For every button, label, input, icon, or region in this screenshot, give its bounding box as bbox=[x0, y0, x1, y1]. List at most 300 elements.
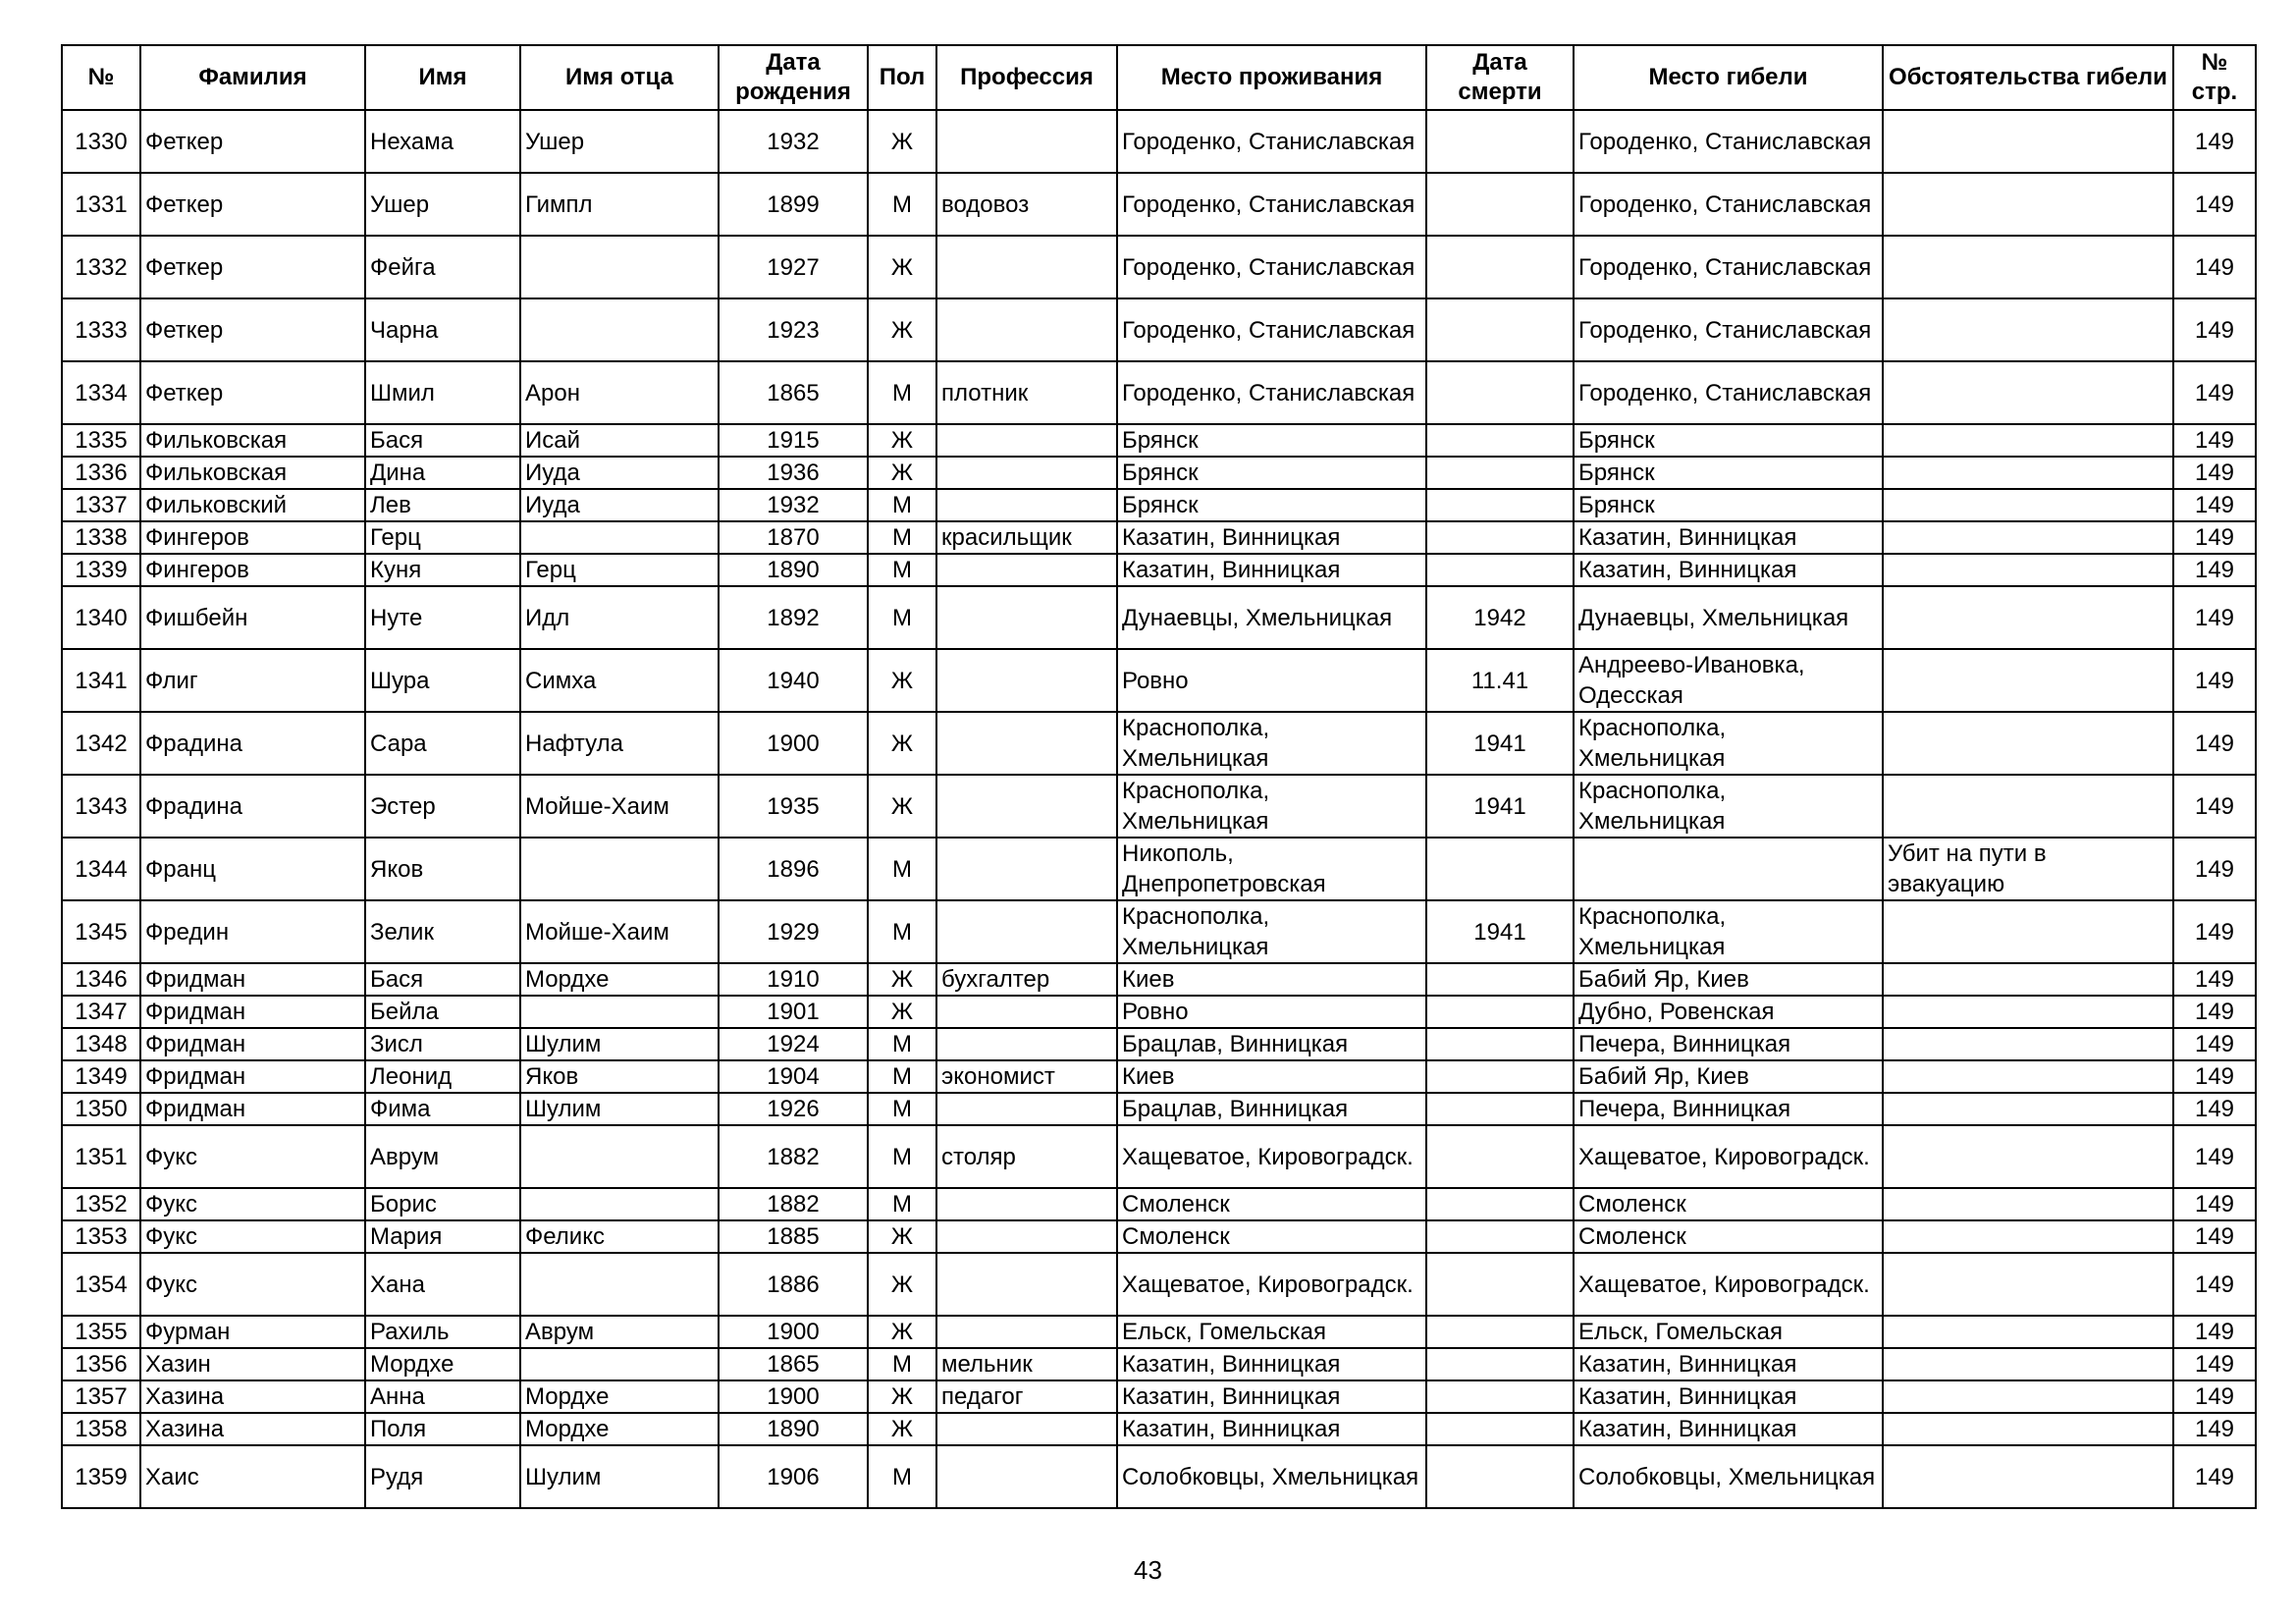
cell-page: 149 bbox=[2173, 457, 2256, 489]
cell-surname: Фурман bbox=[140, 1316, 365, 1348]
cell-father: Нафтула bbox=[520, 712, 719, 775]
cell-surname: Франц bbox=[140, 838, 365, 900]
cell-death-date: 1941 bbox=[1426, 775, 1574, 838]
cell-surname: Хаис bbox=[140, 1445, 365, 1508]
cell-name: Хана bbox=[365, 1253, 520, 1316]
cell-birth: 1936 bbox=[719, 457, 868, 489]
cell-father: Исай bbox=[520, 424, 719, 457]
cell-death-place: Краснополка, Хмельницкая bbox=[1574, 712, 1883, 775]
cell-birth: 1901 bbox=[719, 996, 868, 1028]
cell-sex: М bbox=[868, 1125, 936, 1188]
cell-sex: М bbox=[868, 361, 936, 424]
cell-surname: Фридман bbox=[140, 1060, 365, 1093]
cell-surname: Фильковская bbox=[140, 424, 365, 457]
cell-sex: Ж bbox=[868, 963, 936, 996]
cell-surname: Феткер bbox=[140, 298, 365, 361]
cell-circumstances bbox=[1883, 649, 2173, 712]
cell-residence: Хащеватое, Кировоградск. bbox=[1117, 1253, 1426, 1316]
cell-profession bbox=[936, 110, 1117, 173]
cell-surname: Фукс bbox=[140, 1253, 365, 1316]
cell-father: Арон bbox=[520, 361, 719, 424]
cell-page: 149 bbox=[2173, 1348, 2256, 1380]
cell-death-place: Бабий Яр, Киев bbox=[1574, 1060, 1883, 1093]
cell-birth: 1915 bbox=[719, 424, 868, 457]
header-name: Имя bbox=[365, 45, 520, 110]
cell-num: 1357 bbox=[62, 1380, 140, 1413]
cell-death-place: Городенко, Станиславская bbox=[1574, 110, 1883, 173]
cell-death-place: Дунаевцы, Хмельницкая bbox=[1574, 586, 1883, 649]
cell-father: Мордхе bbox=[520, 963, 719, 996]
cell-father bbox=[520, 1125, 719, 1188]
table-row bbox=[62, 1445, 2256, 1508]
table-row bbox=[62, 1060, 2256, 1093]
cell-profession bbox=[936, 996, 1117, 1028]
cell-num: 1359 bbox=[62, 1445, 140, 1508]
table-row bbox=[62, 1188, 2256, 1220]
cell-circumstances bbox=[1883, 554, 2173, 586]
cell-surname: Фингеров bbox=[140, 521, 365, 554]
cell-death-place: Брянск bbox=[1574, 424, 1883, 457]
header-father: Имя отца bbox=[520, 45, 719, 110]
cell-surname: Феткер bbox=[140, 173, 365, 236]
cell-residence: Казатин, Винницкая bbox=[1117, 1348, 1426, 1380]
table-row bbox=[62, 1028, 2256, 1060]
cell-circumstances bbox=[1883, 424, 2173, 457]
cell-num: 1331 bbox=[62, 173, 140, 236]
cell-death-date bbox=[1426, 1220, 1574, 1253]
cell-birth: 1896 bbox=[719, 838, 868, 900]
cell-death-date bbox=[1426, 110, 1574, 173]
cell-num: 1350 bbox=[62, 1093, 140, 1125]
cell-profession bbox=[936, 1413, 1117, 1445]
cell-father bbox=[520, 1253, 719, 1316]
cell-num: 1353 bbox=[62, 1220, 140, 1253]
cell-num: 1342 bbox=[62, 712, 140, 775]
table-row bbox=[62, 586, 2256, 649]
table-row bbox=[62, 457, 2256, 489]
page-number: 43 bbox=[1134, 1555, 1162, 1585]
table-row bbox=[62, 1220, 2256, 1253]
cell-page: 149 bbox=[2173, 1093, 2256, 1125]
cell-profession bbox=[936, 554, 1117, 586]
cell-profession: бухгалтер bbox=[936, 963, 1117, 996]
cell-num: 1340 bbox=[62, 586, 140, 649]
cell-page: 149 bbox=[2173, 649, 2256, 712]
cell-death-place: Краснополка, Хмельницкая bbox=[1574, 775, 1883, 838]
cell-sex: М bbox=[868, 173, 936, 236]
cell-sex: Ж bbox=[868, 712, 936, 775]
cell-page: 149 bbox=[2173, 586, 2256, 649]
cell-birth: 1900 bbox=[719, 1380, 868, 1413]
cell-page: 149 bbox=[2173, 1028, 2256, 1060]
cell-page: 149 bbox=[2173, 236, 2256, 298]
cell-birth: 1886 bbox=[719, 1253, 868, 1316]
cell-page: 149 bbox=[2173, 361, 2256, 424]
cell-num: 1349 bbox=[62, 1060, 140, 1093]
cell-death-place: Краснополка, Хмельницкая bbox=[1574, 900, 1883, 963]
cell-name: Анна bbox=[365, 1380, 520, 1413]
cell-father: Шулим bbox=[520, 1028, 719, 1060]
cell-residence: Краснополка, Хмельницкая bbox=[1117, 712, 1426, 775]
cell-death-place: Хащеватое, Кировоградск. bbox=[1574, 1125, 1883, 1188]
cell-birth: 1929 bbox=[719, 900, 868, 963]
cell-name: Аврум bbox=[365, 1125, 520, 1188]
cell-death-place: Дубно, Ровенская bbox=[1574, 996, 1883, 1028]
cell-surname: Фридман bbox=[140, 996, 365, 1028]
cell-name: Бася bbox=[365, 963, 520, 996]
cell-sex: Ж bbox=[868, 236, 936, 298]
cell-surname: Флиг bbox=[140, 649, 365, 712]
cell-birth: 1904 bbox=[719, 1060, 868, 1093]
cell-name: Дина bbox=[365, 457, 520, 489]
cell-residence: Солобковцы, Хмельницкая bbox=[1117, 1445, 1426, 1508]
cell-death-place: Смоленск bbox=[1574, 1220, 1883, 1253]
cell-name: Сара bbox=[365, 712, 520, 775]
cell-father: Шулим bbox=[520, 1445, 719, 1508]
cell-death-date bbox=[1426, 963, 1574, 996]
cell-residence: Ровно bbox=[1117, 649, 1426, 712]
cell-profession bbox=[936, 649, 1117, 712]
cell-sex: М bbox=[868, 554, 936, 586]
table-row bbox=[62, 1348, 2256, 1380]
cell-num: 1344 bbox=[62, 838, 140, 900]
cell-surname: Фингеров bbox=[140, 554, 365, 586]
cell-death-place: Смоленск bbox=[1574, 1188, 1883, 1220]
cell-name: Борис bbox=[365, 1188, 520, 1220]
cell-father bbox=[520, 996, 719, 1028]
cell-surname: Хазина bbox=[140, 1413, 365, 1445]
cell-residence: Краснополка, Хмельницкая bbox=[1117, 900, 1426, 963]
cell-num: 1338 bbox=[62, 521, 140, 554]
cell-death-place: Брянск bbox=[1574, 489, 1883, 521]
cell-sex: М bbox=[868, 1348, 936, 1380]
cell-page: 149 bbox=[2173, 963, 2256, 996]
table-row bbox=[62, 173, 2256, 236]
cell-num: 1335 bbox=[62, 424, 140, 457]
cell-num: 1330 bbox=[62, 110, 140, 173]
cell-death-date bbox=[1426, 996, 1574, 1028]
cell-profession bbox=[936, 1188, 1117, 1220]
cell-page: 149 bbox=[2173, 996, 2256, 1028]
cell-sex: Ж bbox=[868, 775, 936, 838]
cell-page: 149 bbox=[2173, 110, 2256, 173]
cell-birth: 1940 bbox=[719, 649, 868, 712]
cell-father: Аврум bbox=[520, 1316, 719, 1348]
table-row bbox=[62, 1413, 2256, 1445]
cell-name: Рудя bbox=[365, 1445, 520, 1508]
cell-name: Бейла bbox=[365, 996, 520, 1028]
cell-residence: Брянск bbox=[1117, 424, 1426, 457]
cell-birth: 1865 bbox=[719, 361, 868, 424]
cell-father: Герц bbox=[520, 554, 719, 586]
cell-num: 1356 bbox=[62, 1348, 140, 1380]
cell-page: 149 bbox=[2173, 173, 2256, 236]
cell-num: 1351 bbox=[62, 1125, 140, 1188]
cell-death-place: Казатин, Винницкая bbox=[1574, 1348, 1883, 1380]
cell-page: 149 bbox=[2173, 1316, 2256, 1348]
cell-name: Бася bbox=[365, 424, 520, 457]
cell-circumstances bbox=[1883, 712, 2173, 775]
cell-sex: Ж bbox=[868, 424, 936, 457]
cell-surname: Фредин bbox=[140, 900, 365, 963]
table-row bbox=[62, 1380, 2256, 1413]
cell-page: 149 bbox=[2173, 900, 2256, 963]
cell-surname: Фукс bbox=[140, 1125, 365, 1188]
cell-name: Нуте bbox=[365, 586, 520, 649]
header-sex: Пол bbox=[868, 45, 936, 110]
cell-sex: Ж bbox=[868, 649, 936, 712]
cell-profession bbox=[936, 457, 1117, 489]
cell-death-place: Бабий Яр, Киев bbox=[1574, 963, 1883, 996]
cell-residence: Городенко, Станиславская bbox=[1117, 110, 1426, 173]
cell-death-place: Городенко, Станиславская bbox=[1574, 298, 1883, 361]
cell-birth: 1890 bbox=[719, 554, 868, 586]
cell-residence: Городенко, Станиславская bbox=[1117, 298, 1426, 361]
cell-profession bbox=[936, 424, 1117, 457]
cell-page: 149 bbox=[2173, 298, 2256, 361]
cell-num: 1352 bbox=[62, 1188, 140, 1220]
cell-sex: М bbox=[868, 900, 936, 963]
cell-father: Ушер bbox=[520, 110, 719, 173]
table-row bbox=[62, 1093, 2256, 1125]
cell-circumstances bbox=[1883, 1445, 2173, 1508]
cell-birth: 1900 bbox=[719, 1316, 868, 1348]
cell-page: 149 bbox=[2173, 838, 2256, 900]
header-birth: Дата рождения bbox=[719, 45, 868, 110]
cell-residence: Киев bbox=[1117, 963, 1426, 996]
table-body bbox=[62, 110, 2256, 1508]
cell-surname: Фрадина bbox=[140, 775, 365, 838]
cell-sex: Ж bbox=[868, 1380, 936, 1413]
cell-death-date bbox=[1426, 1093, 1574, 1125]
cell-father: Симха bbox=[520, 649, 719, 712]
cell-residence: Смоленск bbox=[1117, 1188, 1426, 1220]
cell-page: 149 bbox=[2173, 1413, 2256, 1445]
cell-circumstances bbox=[1883, 361, 2173, 424]
cell-page: 149 bbox=[2173, 489, 2256, 521]
cell-surname: Феткер bbox=[140, 110, 365, 173]
cell-sex: Ж bbox=[868, 1316, 936, 1348]
cell-circumstances bbox=[1883, 1253, 2173, 1316]
cell-death-date bbox=[1426, 1060, 1574, 1093]
cell-residence: Казатин, Винницкая bbox=[1117, 1380, 1426, 1413]
cell-circumstances bbox=[1883, 1125, 2173, 1188]
cell-surname: Фридман bbox=[140, 1093, 365, 1125]
cell-residence: Смоленск bbox=[1117, 1220, 1426, 1253]
cell-surname: Хазина bbox=[140, 1380, 365, 1413]
cell-name: Леонид bbox=[365, 1060, 520, 1093]
cell-page: 149 bbox=[2173, 1060, 2256, 1093]
cell-circumstances bbox=[1883, 489, 2173, 521]
cell-death-place: Городенко, Станиславская bbox=[1574, 361, 1883, 424]
cell-sex: Ж bbox=[868, 1413, 936, 1445]
cell-profession bbox=[936, 489, 1117, 521]
cell-surname: Фильковский bbox=[140, 489, 365, 521]
cell-circumstances bbox=[1883, 900, 2173, 963]
cell-residence: Хащеватое, Кировоградск. bbox=[1117, 1125, 1426, 1188]
cell-death-place: Городенко, Станиславская bbox=[1574, 236, 1883, 298]
cell-father: Мордхе bbox=[520, 1413, 719, 1445]
cell-father: Шулим bbox=[520, 1093, 719, 1125]
cell-num: 1332 bbox=[62, 236, 140, 298]
cell-circumstances bbox=[1883, 298, 2173, 361]
cell-circumstances bbox=[1883, 110, 2173, 173]
cell-num: 1347 bbox=[62, 996, 140, 1028]
cell-death-date bbox=[1426, 521, 1574, 554]
cell-profession bbox=[936, 586, 1117, 649]
cell-num: 1346 bbox=[62, 963, 140, 996]
cell-birth: 1906 bbox=[719, 1445, 868, 1508]
cell-profession: экономист bbox=[936, 1060, 1117, 1093]
cell-profession bbox=[936, 712, 1117, 775]
cell-circumstances bbox=[1883, 1348, 2173, 1380]
cell-death-date bbox=[1426, 236, 1574, 298]
table-row bbox=[62, 489, 2256, 521]
header-death-date: Дата смерти bbox=[1426, 45, 1574, 110]
cell-residence: Городенко, Станиславская bbox=[1117, 173, 1426, 236]
cell-profession bbox=[936, 1093, 1117, 1125]
cell-circumstances bbox=[1883, 1093, 2173, 1125]
cell-birth: 1882 bbox=[719, 1125, 868, 1188]
cell-birth: 1926 bbox=[719, 1093, 868, 1125]
cell-page: 149 bbox=[2173, 554, 2256, 586]
header-residence: Место проживания bbox=[1117, 45, 1426, 110]
cell-death-date bbox=[1426, 457, 1574, 489]
cell-name: Фейга bbox=[365, 236, 520, 298]
cell-residence: Ельск, Гомельская bbox=[1117, 1316, 1426, 1348]
cell-profession bbox=[936, 1445, 1117, 1508]
cell-death-place: Печера, Винницкая bbox=[1574, 1028, 1883, 1060]
cell-death-place: Казатин, Винницкая bbox=[1574, 1380, 1883, 1413]
cell-death-date bbox=[1426, 1348, 1574, 1380]
cell-death-place: Ельск, Гомельская bbox=[1574, 1316, 1883, 1348]
cell-father: Иуда bbox=[520, 489, 719, 521]
cell-surname: Феткер bbox=[140, 236, 365, 298]
cell-name: Зелик bbox=[365, 900, 520, 963]
header-surname: Фамилия bbox=[140, 45, 365, 110]
cell-death-date: 1941 bbox=[1426, 900, 1574, 963]
cell-profession bbox=[936, 236, 1117, 298]
cell-num: 1348 bbox=[62, 1028, 140, 1060]
cell-circumstances bbox=[1883, 1188, 2173, 1220]
cell-sex: Ж bbox=[868, 110, 936, 173]
cell-sex: М bbox=[868, 1060, 936, 1093]
cell-page: 149 bbox=[2173, 1220, 2256, 1253]
cell-birth: 1932 bbox=[719, 489, 868, 521]
header-circumstances: Обстоятельства гибели bbox=[1883, 45, 2173, 110]
cell-father: Феликс bbox=[520, 1220, 719, 1253]
cell-page: 149 bbox=[2173, 1188, 2256, 1220]
cell-name: Нехама bbox=[365, 110, 520, 173]
cell-circumstances bbox=[1883, 586, 2173, 649]
cell-father bbox=[520, 521, 719, 554]
cell-birth: 1923 bbox=[719, 298, 868, 361]
table-row bbox=[62, 649, 2256, 712]
table-row bbox=[62, 900, 2256, 963]
cell-residence: Никополь, Днепропетровская bbox=[1117, 838, 1426, 900]
cell-name: Эстер bbox=[365, 775, 520, 838]
cell-father: Мордхе bbox=[520, 1380, 719, 1413]
cell-circumstances bbox=[1883, 1380, 2173, 1413]
cell-birth: 1935 bbox=[719, 775, 868, 838]
cell-sex: Ж bbox=[868, 1253, 936, 1316]
cell-sex: Ж bbox=[868, 298, 936, 361]
cell-sex: Ж bbox=[868, 457, 936, 489]
cell-death-date bbox=[1426, 298, 1574, 361]
cell-circumstances bbox=[1883, 1413, 2173, 1445]
table-row bbox=[62, 996, 2256, 1028]
table-row bbox=[62, 1125, 2256, 1188]
cell-profession: педагог bbox=[936, 1380, 1117, 1413]
cell-residence: Краснополка, Хмельницкая bbox=[1117, 775, 1426, 838]
cell-surname: Фридман bbox=[140, 1028, 365, 1060]
cell-birth: 1882 bbox=[719, 1188, 868, 1220]
cell-circumstances bbox=[1883, 1316, 2173, 1348]
cell-num: 1336 bbox=[62, 457, 140, 489]
cell-circumstances bbox=[1883, 963, 2173, 996]
cell-sex: М bbox=[868, 1093, 936, 1125]
cell-num: 1355 bbox=[62, 1316, 140, 1348]
cell-num: 1354 bbox=[62, 1253, 140, 1316]
cell-num: 1358 bbox=[62, 1413, 140, 1445]
cell-residence: Казатин, Винницкая bbox=[1117, 521, 1426, 554]
cell-page: 149 bbox=[2173, 1125, 2256, 1188]
cell-name: Ушер bbox=[365, 173, 520, 236]
cell-surname: Фильковская bbox=[140, 457, 365, 489]
cell-surname: Фукс bbox=[140, 1220, 365, 1253]
cell-num: 1334 bbox=[62, 361, 140, 424]
cell-circumstances bbox=[1883, 775, 2173, 838]
cell-page: 149 bbox=[2173, 521, 2256, 554]
cell-father bbox=[520, 1348, 719, 1380]
cell-death-date: 1942 bbox=[1426, 586, 1574, 649]
cell-profession bbox=[936, 1220, 1117, 1253]
cell-father: Иуда bbox=[520, 457, 719, 489]
cell-page: 149 bbox=[2173, 775, 2256, 838]
cell-name: Яков bbox=[365, 838, 520, 900]
cell-death-date bbox=[1426, 361, 1574, 424]
cell-circumstances bbox=[1883, 521, 2173, 554]
cell-birth: 1927 bbox=[719, 236, 868, 298]
cell-profession bbox=[936, 298, 1117, 361]
cell-residence: Городенко, Станиславская bbox=[1117, 236, 1426, 298]
cell-name: Рахиль bbox=[365, 1316, 520, 1348]
cell-father: Идл bbox=[520, 586, 719, 649]
cell-father: Мойше-Хаим bbox=[520, 775, 719, 838]
cell-name: Поля bbox=[365, 1413, 520, 1445]
cell-profession bbox=[936, 1316, 1117, 1348]
cell-death-date bbox=[1426, 1028, 1574, 1060]
cell-death-date bbox=[1426, 1316, 1574, 1348]
cell-circumstances bbox=[1883, 173, 2173, 236]
header-death-place: Место гибели bbox=[1574, 45, 1883, 110]
cell-residence: Дунаевцы, Хмельницкая bbox=[1117, 586, 1426, 649]
cell-father bbox=[520, 1188, 719, 1220]
cell-surname: Фишбейн bbox=[140, 586, 365, 649]
cell-name: Мария bbox=[365, 1220, 520, 1253]
cell-profession: плотник bbox=[936, 361, 1117, 424]
cell-birth: 1910 bbox=[719, 963, 868, 996]
cell-death-place: Андреево-Ивановка, Одесская bbox=[1574, 649, 1883, 712]
cell-sex: М bbox=[868, 489, 936, 521]
cell-birth: 1885 bbox=[719, 1220, 868, 1253]
header-profession: Профессия bbox=[936, 45, 1117, 110]
cell-father: Мойше-Хаим bbox=[520, 900, 719, 963]
cell-profession: красильщик bbox=[936, 521, 1117, 554]
cell-residence: Казатин, Винницкая bbox=[1117, 1413, 1426, 1445]
table-row bbox=[62, 554, 2256, 586]
cell-father bbox=[520, 236, 719, 298]
